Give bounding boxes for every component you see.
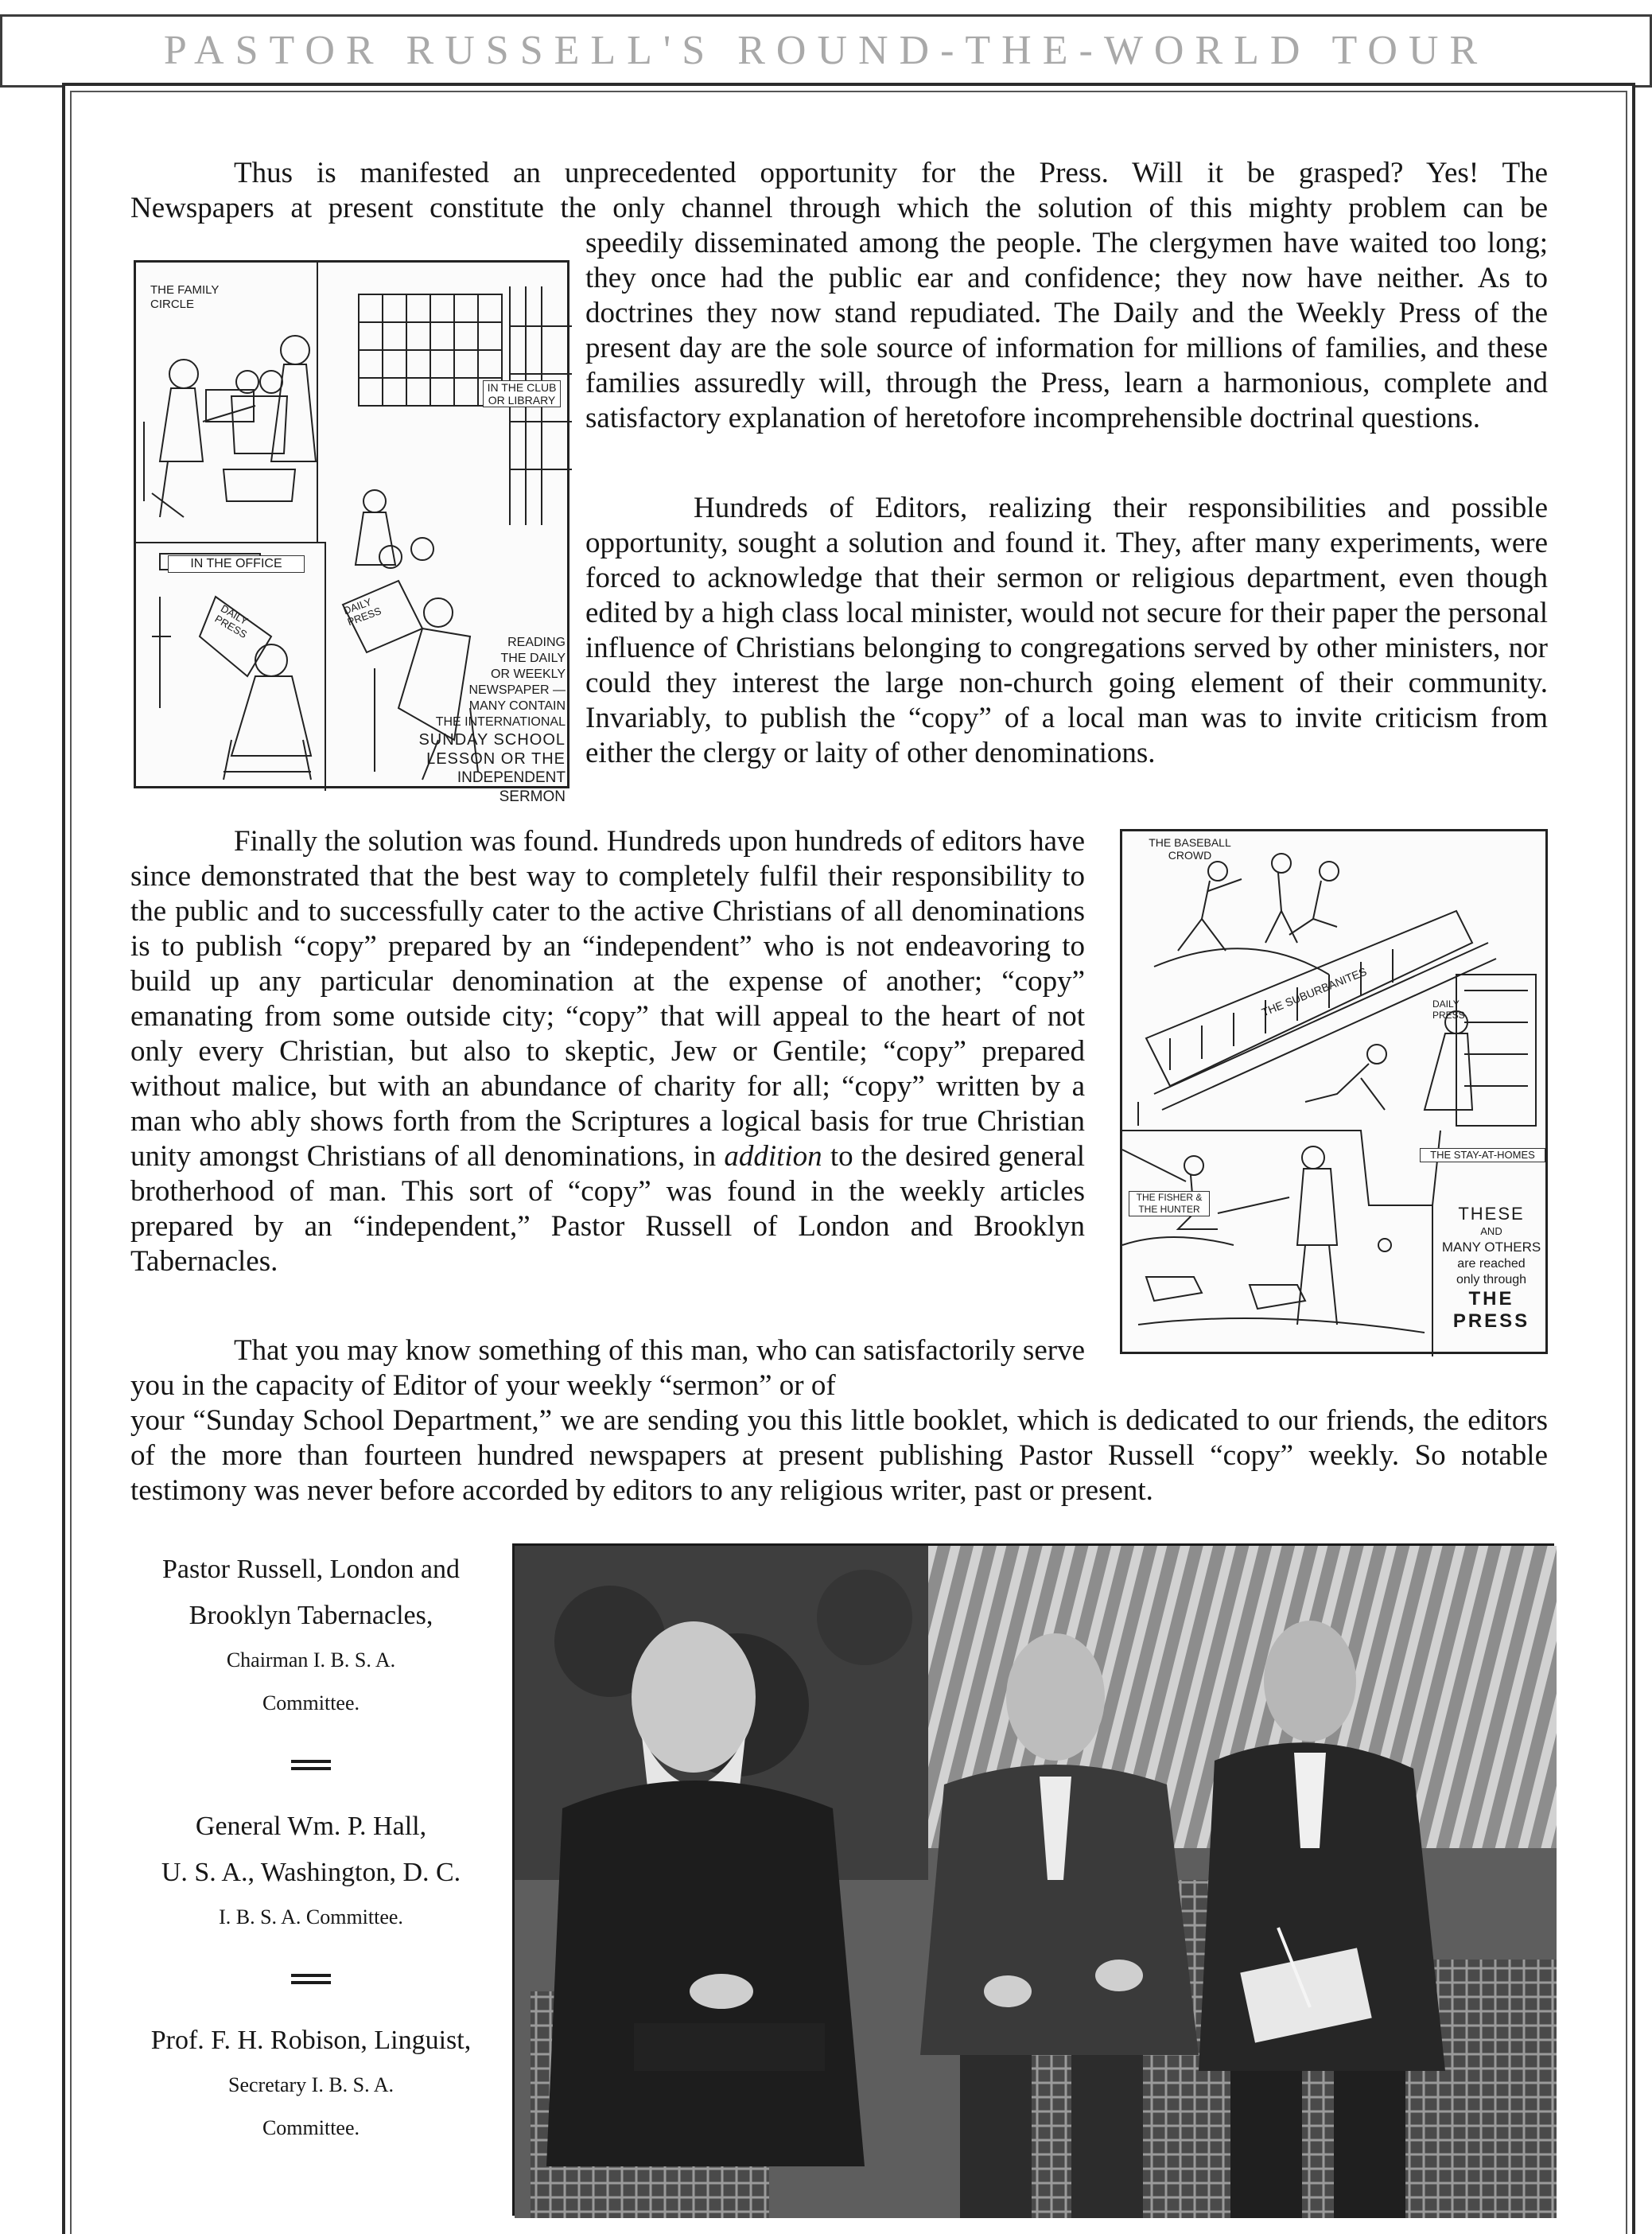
caption-stay-at-homes: THE STAY-AT-HOMES <box>1420 1148 1545 1162</box>
caption-these-line-1: THESE <box>1458 1204 1525 1224</box>
header-rule-bottom-right <box>1634 85 1652 88</box>
caption-reading-line-4: NEWSPAPER — <box>468 683 566 697</box>
caption-reading-line-2: THE DAILY <box>500 652 566 665</box>
caption-daily-press-b: DAILY PRESS <box>341 595 383 629</box>
photo-credits <box>132 1547 490 2150</box>
credit-hall-line-2: U. S. A., Washington, D. C. <box>161 1858 461 1887</box>
intro-line-1: Thus is manifested an unprecedented opportunity for the Press. Will it be grasped? Yes! The <box>234 157 1548 189</box>
caption-reading-line-9: INDEPENDENT SERMON <box>457 769 566 805</box>
intro-line-2: Newspapers at present constitute the only channel through which the solution of this mighty problem can be <box>130 192 1548 224</box>
caption-suburbanites: THE SUBURBANITES <box>1259 964 1369 1019</box>
credit-russell-line-2: Brooklyn Tabernacles, <box>189 1601 433 1630</box>
caption-reading-line-3: OR WEEKLY <box>491 667 566 681</box>
caption-family-circle: THE FAMILY CIRCLE <box>150 283 220 311</box>
credit-russell-line-1: Pastor Russell, London and <box>162 1555 460 1584</box>
caption-these-block <box>1434 1204 1549 1333</box>
caption-reading-line-5: MANY CONTAIN <box>468 699 566 713</box>
caption-these-line-6: THE <box>1468 1288 1514 1310</box>
closing-paragraph-end: your “Sunday School Department,” we are sending you this little booklet, which is dedicated to our friends, the editors of the more than fourteen hundred newspapers at present publishing Pastor Russell “copy” weekly. So notable testimony was never before accorded by editors to any religious writer, past or present. <box>130 1404 1548 1507</box>
illustration-press-reach <box>1120 829 1548 1354</box>
caption-reading-line-7: SUNDAY SCHOOL <box>418 731 566 749</box>
photograph-scene <box>515 1546 1557 2218</box>
caption-daily-press-right: DAILY PRESS <box>1432 998 1465 1021</box>
caption-reading-line-8: LESSON OR THE <box>426 750 566 768</box>
emphasis-addition: addition <box>724 1140 822 1173</box>
caption-these-line-2: AND <box>1480 1225 1502 1237</box>
caption-office: IN THE OFFICE <box>168 555 305 573</box>
credit-divider-2 <box>291 1974 331 1984</box>
caption-reading-block <box>389 635 566 807</box>
closing-paragraph-start: That you may know something of this man, who can satisfactorily serve you in the capacity of Editor of your weekly “sermon” or of <box>130 1334 1085 1402</box>
credit-divider-1 <box>291 1760 331 1770</box>
caption-club-library: IN THE CLUB OR LIBRARY <box>483 380 561 407</box>
caption-these-line-5: only through <box>1456 1273 1527 1286</box>
credit-robison-line-1: Prof. F. H. Robison, Linguist, <box>150 2026 472 2055</box>
caption-reading-line-6: THE INTERNATIONAL <box>435 715 566 729</box>
credit-hall-line-1: General Wm. P. Hall, <box>195 1812 427 1841</box>
caption-baseball-crowd: THE BASEBALL CROWD <box>1149 836 1231 862</box>
caption-daily-press-a: DAILY PRESS <box>212 602 251 641</box>
header-rule-left <box>0 14 1652 17</box>
header-rule-vertical-left <box>0 14 2 88</box>
caption-these-line-4: are reached <box>1457 1257 1526 1271</box>
editors-paragraph: Hundreds of Editors, realizing their responsibilities and possible opportunity, sought a solution and found it. They, after many experiments, were forced to acknowledge that their sermon or religious department, even though edited by a high class local minister, would not secure for their paper the personal influence of Christians belonging to congregations served by other ministers, nor could they interest the large non-church going element of their community. Invariably, to publish the “copy” of a local man was to invite criticism from either the clergy or laity of other denominations. <box>585 492 1548 769</box>
solution-paragraph: Finally the solution was found. Hundreds upon hundreds of editors have since demonstrated that the best way to completely fulfil their responsibility to the public and to successfully cater to the active Christians of all denominations is to publish “copy” prepared by an “independent” who is not endeavoring to build up any particular denomination at the expense of another; “copy” emanating from some outside city; “copy” that will appeal to the heart of not only every Christian, but also to skeptic, Jew or Gentile; “copy” prepared without malice, but with an abundance of charity for all; “copy” written by a man who ably shows forth from the Scriptures a logical basis for true Christian unity amongst Christians of all denominations, in addition to the desired general brotherhood of man. This sort of “copy” was found in the weekly articles prepared by an “independent,” Pastor Russell of London and Brooklyn Tabernacles. <box>130 825 1086 1278</box>
photograph-three-men <box>512 1543 1554 2216</box>
credit-robison-line-2: Secretary I. B. S. A. <box>228 2073 394 2096</box>
credit-russell-line-4: Committee. <box>262 1691 360 1714</box>
credit-russell-line-3: Chairman I. B. S. A. <box>226 1648 396 1672</box>
credit-hall-line-3: I. B. S. A. Committee. <box>219 1905 403 1928</box>
header-rule-bottom-left <box>0 85 64 88</box>
credit-robison-line-3: Committee. <box>262 2116 360 2139</box>
running-header: PASTOR RUSSELL'S ROUND-THE-WORLD TOUR <box>163 28 1489 73</box>
caption-these-line-3: MANY OTHERS <box>1441 1240 1541 1255</box>
intro-paragraph-continued: speedily disseminated among the people. The clergymen have waited too long; they once had the public ear and confidence; they now have neither. As to doctrines they now stand repudiated. The Daily and the Weekly Press of the present day are the sole source of information for millions of families, and these families assuredly will, through the Press, learn a harmonious, complete and satisfactory explanation of heretofore incomprehensible doctrinal questions. <box>585 227 1548 434</box>
caption-reading-line-1: READING <box>507 636 566 649</box>
caption-fisher-hunter: THE FISHER & THE HUNTER <box>1129 1191 1210 1216</box>
caption-these-line-7: PRESS <box>1452 1310 1530 1332</box>
illustration-newspaper-readers <box>134 260 569 805</box>
